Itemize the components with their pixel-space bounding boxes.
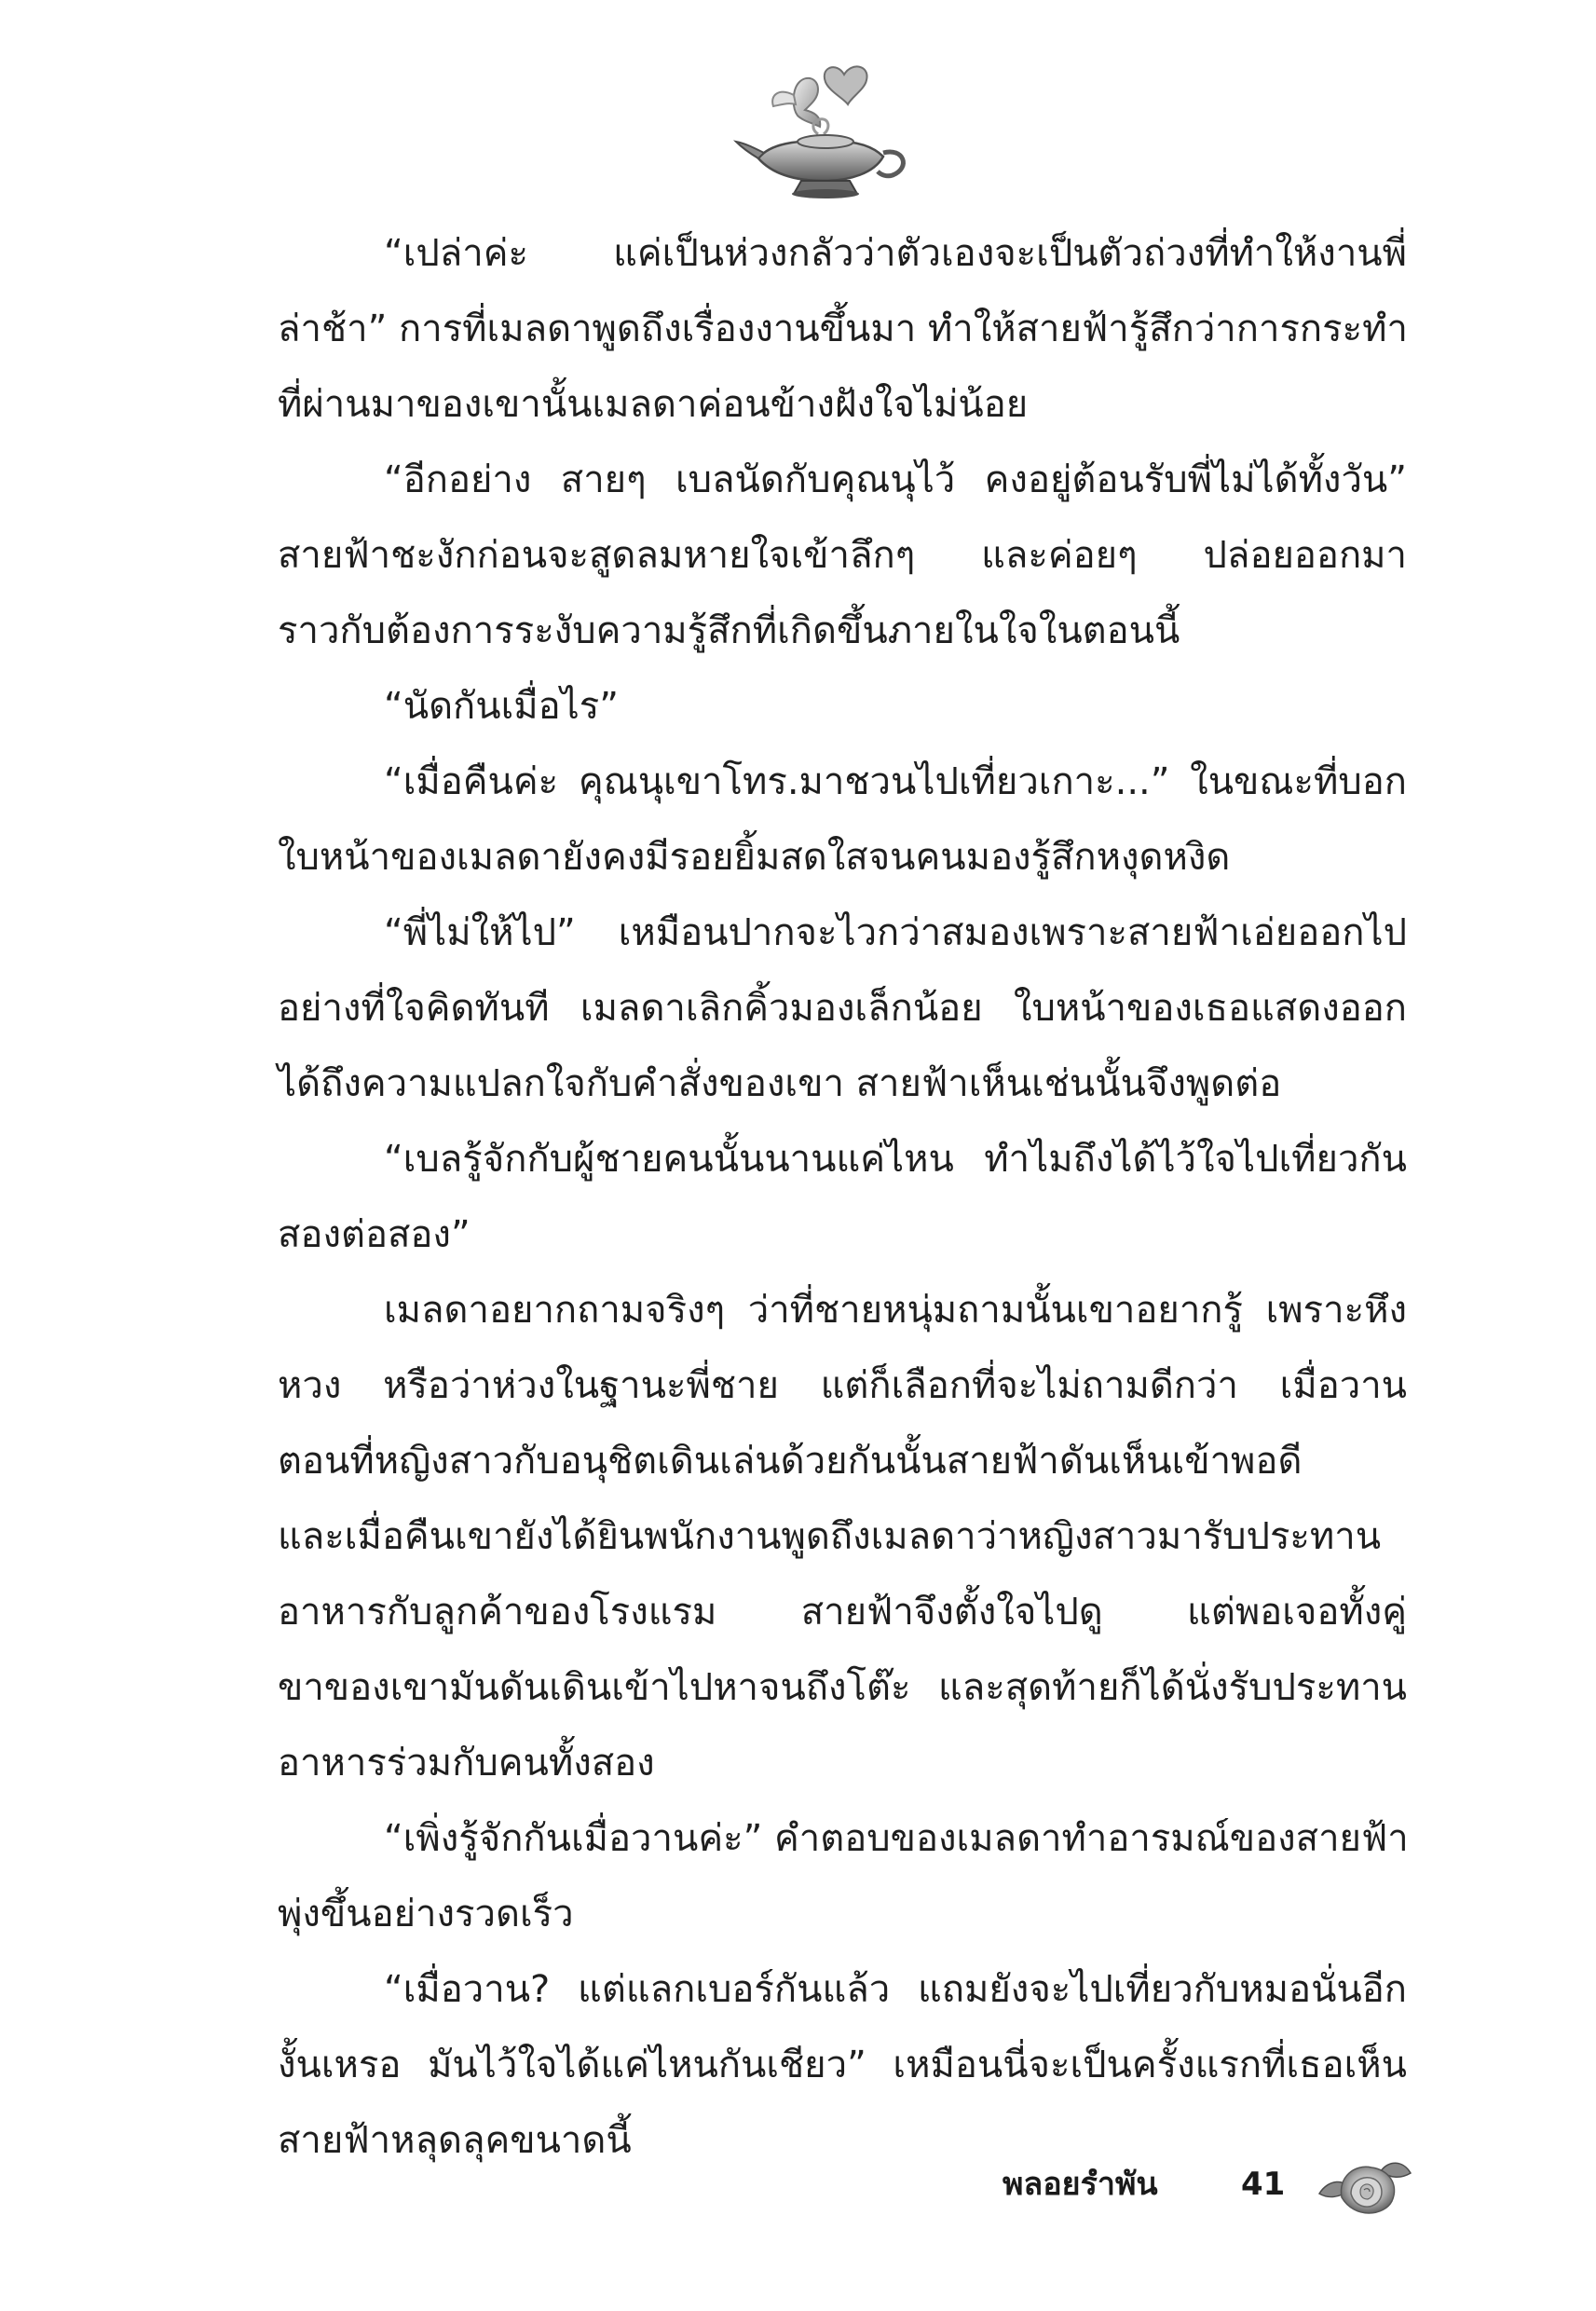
book-title: พลอยรำพัน: [1003, 2166, 1158, 2203]
genie-lamp-icon: [732, 54, 919, 203]
text-line: “เมื่อวาน? แต่แลกเบอร์กันแล้ว แถมยังจะไปเที่ยวกับหมอนั่นอีก: [384, 1968, 1407, 2011]
text-line: “พี่ไม่ให้ไป” เหมือนปากจะไวกว่าสมองเพราะสายฟ้าเอ่ยออกไป: [384, 911, 1407, 954]
text-line: หวง หรือว่าห่วงในฐานะพี่ชาย แต่ก็เลือกที่จะไม่ถามดีกว่า เมื่อวาน: [278, 1364, 1407, 1407]
text-line: ล่าช้า” การที่เมลดาพูดถึงเรื่องงานขึ้นมา ทำให้สายฟ้ารู้สึกว่าการกระทำ: [278, 308, 1408, 350]
text-line: “เพิ่งรู้จักกันเมื่อวานค่ะ” คำตอบของเมลดาทำอารมณ์ของสายฟ้า: [384, 1817, 1409, 1860]
text-line: ตอนที่หญิงสาวกับอนุชิตเดินเล่นด้วยกันนั้นสายฟ้าดันเห็นเข้าพอดี: [278, 1440, 1303, 1483]
text-line: อย่างที่ใจคิดทันที เมลดาเลิกคิ้วมองเล็กน้อย ใบหน้าของเธอแสดงออก: [278, 987, 1407, 1030]
text-line: “เมื่อคืนค่ะ คุณนุเขาโทร.มาชวนไปเที่ยวเกาะ...” ในขณะที่บอก: [384, 760, 1407, 803]
text-line: สายฟ้าชะงักก่อนจะสูดลมหายใจเข้าลึกๆ และค่อยๆ ปล่อยออกมา: [278, 534, 1407, 577]
text-line: สองต่อสอง”: [278, 1213, 471, 1256]
text-line: เมลดาอยากถามจริงๆ ว่าที่ชายหนุ่มถามนั้นเขาอยากรู้ เพราะหึง: [384, 1289, 1407, 1332]
text-line: “เบลรู้จักกับผู้ชายคนนั้นนานแค่ไหน ทำไมถึงได้ไว้ใจไปเที่ยวกัน: [384, 1138, 1407, 1181]
page-number: 41: [1241, 2166, 1286, 2203]
text-line: สายฟ้าหลุดลุคขนาดนี้: [278, 2119, 632, 2162]
text-line: ขาของเขามันดันเดินเข้าไปหาจนถึงโต๊ะ และสุดท้ายก็ได้นั่งรับประทาน: [278, 1666, 1407, 1709]
text-line: ที่ผ่านมาของเขานั้นเมลดาค่อนข้างฝังใจไม่น้อย: [278, 383, 1029, 426]
text-line: “เปล่าค่ะ แค่เป็นห่วงกลัวว่าตัวเองจะเป็นตัวถ่วงที่ทำให้งานพี่: [384, 232, 1407, 275]
text-line: ได้ถึงความแปลกใจกับคำสั่งของเขา สายฟ้าเห็นเช่นนั้นจึงพูดต่อ: [278, 1062, 1282, 1105]
page-footer: [969, 2145, 1416, 2229]
body-text: [278, 216, 1407, 2179]
text-line: “นัดกันเมื่อไร”: [384, 685, 619, 728]
text-line: งั้นเหรอ มันไว้ใจได้แค่ไหนกันเชียว” เหมือนนี่จะเป็นครั้งแรกที่เธอเห็น: [278, 2044, 1407, 2086]
text-line: ราวกับต้องการระงับความรู้สึกที่เกิดขึ้นภายในใจในตอนนี้: [278, 609, 1180, 652]
text-line: อาหารร่วมกับคนทั้งสอง: [278, 1742, 655, 1785]
text-line: และเมื่อคืนเขายังได้ยินพนักงานพูดถึงเมลดาว่าหญิงสาวมารับประทาน: [278, 1515, 1382, 1558]
text-line: อาหารกับลูกค้าของโรงแรม สายฟ้าจึงตั้งใจไปดู แต่พอเจอทั้งคู่: [278, 1591, 1407, 1634]
rose-flower-icon: [1314, 2145, 1416, 2229]
text-line: พุ่งขึ้นอย่างรวดเร็ว: [278, 1893, 574, 1935]
text-line: “อีกอย่าง สายๆ เบลนัดกับคุณนุไว้ คงอยู่ต้อนรับพี่ไม่ได้ทั้งวัน”: [384, 458, 1407, 501]
text-line: ใบหน้าของเมลดายังคงมีรอยยิ้มสดใสจนคนมองรู้สึกหงุดหงิด: [278, 836, 1231, 879]
